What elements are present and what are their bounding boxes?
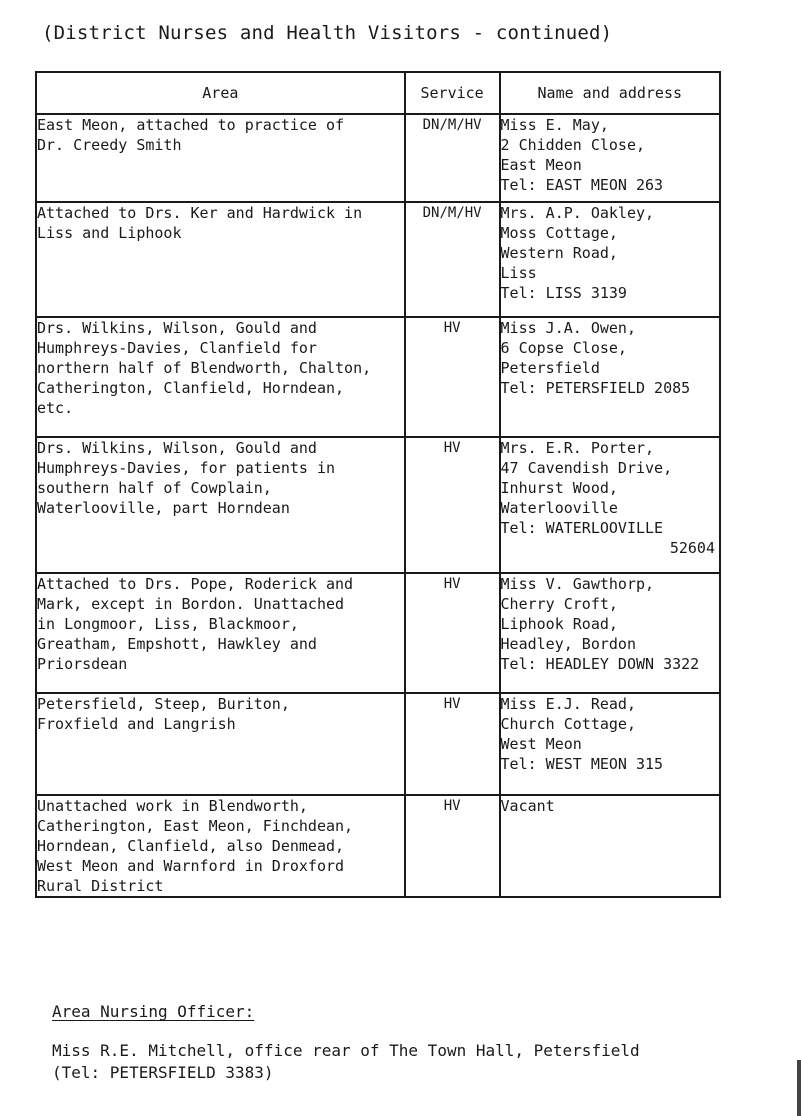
table-row bbox=[36, 573, 720, 693]
header-name-address: Name and address bbox=[500, 72, 720, 114]
table-row bbox=[36, 437, 720, 573]
header-area: Area bbox=[36, 72, 405, 114]
area-cell: Attached to Drs. Ker and Hardwick in Liss and Liphook bbox=[36, 202, 405, 317]
name-address-cell: Mrs. A.P. Oakley, Moss Cottage, Western Road, Liss Tel: LISS 3139 bbox=[500, 202, 720, 317]
table-header-row bbox=[36, 72, 720, 114]
area-cell: Drs. Wilkins, Wilson, Gould and Humphreys-Davies, for patients in southern half of Cowplain, Waterlooville, part Horndean bbox=[36, 437, 405, 573]
area-cell: East Meon, attached to practice of Dr. Creedy Smith bbox=[36, 114, 405, 202]
page-title: (District Nurses and Health Visitors - continued) bbox=[42, 22, 613, 44]
area-cell: Attached to Drs. Pope, Roderick and Mark, except in Bordon. Unattached in Longmoor, Liss, Blackmoor, Greatham, Empshott, Hawkley and Priorsdean bbox=[36, 573, 405, 693]
area-cell: Unattached work in Blendworth, Catherington, East Meon, Finchdean, Horndean, Clanfield, also Denmead, West Meon and Warnford in Droxford Rural District bbox=[36, 795, 405, 897]
scan-edge-mark bbox=[797, 1060, 801, 1116]
table-row bbox=[36, 317, 720, 437]
area-cell: Petersfield, Steep, Buriton, Froxfield and Langrish bbox=[36, 693, 405, 795]
table-row bbox=[36, 795, 720, 897]
service-cell: HV bbox=[405, 317, 500, 437]
area-cell: Drs. Wilkins, Wilson, Gould and Humphreys-Davies, Clanfield for northern half of Blendworth, Chalton, Catherington, Clanfield, Horndean, etc. bbox=[36, 317, 405, 437]
name-address-cell: Miss E.J. Read, Church Cottage, West Meon Tel: WEST MEON 315 bbox=[500, 693, 720, 795]
service-cell: HV bbox=[405, 573, 500, 693]
area-nursing-officer-heading: Area Nursing Officer: bbox=[52, 1002, 255, 1021]
service-cell: HV bbox=[405, 437, 500, 573]
header-service: Service bbox=[405, 72, 500, 114]
service-cell: HV bbox=[405, 795, 500, 897]
name-address-cell: Vacant bbox=[500, 795, 720, 897]
area-nursing-officer-details: Miss R.E. Mitchell, office rear of The Town Hall, Petersfield (Tel: PETERSFIELD 3383) bbox=[52, 1041, 640, 1082]
name-address-cell bbox=[500, 437, 720, 573]
service-cell: DN/M/HV bbox=[405, 202, 500, 317]
name-address-text: Mrs. E.R. Porter, 47 Cavendish Drive, Inhurst Wood, Waterlooville Tel: WATERLOOVILLE bbox=[500, 439, 673, 537]
name-address-cell: Miss J.A. Owen, 6 Copse Close, Petersfield Tel: PETERSFIELD 2085 bbox=[500, 317, 720, 437]
name-address-cell: Miss E. May, 2 Chidden Close, East Meon Tel: EAST MEON 263 bbox=[500, 114, 720, 202]
nurses-table bbox=[35, 71, 721, 898]
name-address-cell: Miss V. Gawthorp, Cherry Croft, Liphook Road, Headley, Bordon Tel: HEADLEY DOWN 3322 bbox=[500, 573, 720, 693]
service-cell: HV bbox=[405, 693, 500, 795]
table-row bbox=[36, 202, 720, 317]
table-row bbox=[36, 114, 720, 202]
service-cell: DN/M/HV bbox=[405, 114, 500, 202]
telephone-number-continuation: 52604 bbox=[669, 539, 715, 557]
table-row bbox=[36, 693, 720, 795]
